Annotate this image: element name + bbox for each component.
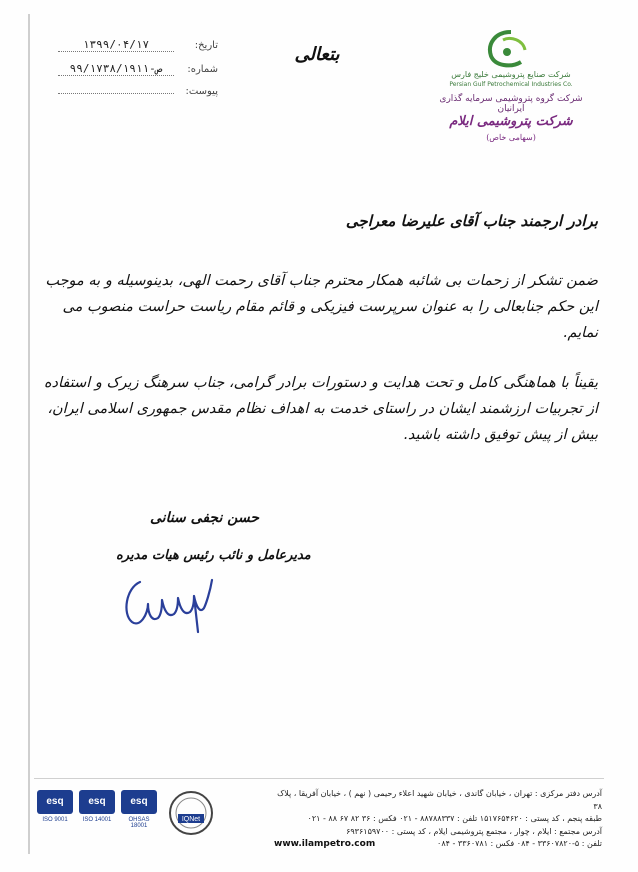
cert-ohsas18001 [120,790,158,829]
date-row [58,38,218,62]
address-line: طبقه پنجم ، کد پستی : ۱۵۱۷۶۵۴۶۲۰ تلفن : ۸۸۷۸۸۳۳۷ - ۰۲۱ فکس : ۳۶ ۸۲ ۶۷ ۸۸ - ۰۲۱ [307,814,602,823]
company-name [436,114,586,144]
number-row [58,62,218,86]
letter-meta [58,38,218,110]
page-edge-divider [28,14,30,854]
contact-row [272,838,602,851]
address-line: آدرس مجتمع : ایلام ، چوار ، مجتمع پتروشیمی ایلام ، کد پستی : ۶۹۳۶۱۵۹۷۰۰ [346,826,602,836]
date-label: تاریخ: [194,40,218,51]
paragraph: یقیناً با هماهنگی کامل و تحت هدایت و دستورات برادر گرامی، جناب سرهنگ زیرک و استفاده از تجربیات ارزشمند ایشان در راستای خدمت به اهداف نظام مقدس جمهوری اسلامی ایران، بیش از پیش توفیق داشته باشید. [43,375,598,443]
cert-iso14001 [78,790,116,823]
attachment-label: پیوست: [185,86,218,97]
paragraph: ضمن تشکر از زحمات بی شائبه همکار محترم جناب آقای رحمت الهی، بدینوسیله و به موجب این حکم جنابعالی را به عنوان سرپرست فیزیکی و قائم مقام ریاست حراست منصوب می نمایم. [45,273,598,341]
company-name-text: شرکت پتروشیمی ایلام [449,114,573,129]
cert-label: ISO 9001 [42,817,68,823]
cert-label: ISO 14001 [82,817,112,823]
company-logo-icon [481,28,541,70]
company-logo-block [436,28,586,144]
logo-line-fa: شرکت صنایع پتروشیمی خلیج فارس [451,70,571,79]
esq-badge-icon: esq [37,790,73,814]
cert-iso9001 [36,790,74,823]
signer-name: حسن نجفی سنانی [150,510,260,526]
cert-label: OHSAS 18001 [128,817,150,829]
attachment-value [58,93,174,94]
basmala-heading: بتعالی [294,44,340,65]
date-value: ۱۳۹۹/۰۴/۱۷ [58,38,174,52]
website-link[interactable]: www.ilampetro.com [274,839,376,849]
group-line: شرکت گروه پتروشیمی سرمایه گذاری ایرانیان [439,94,583,114]
handwritten-signature-icon [118,570,218,634]
esq-badge-icon: esq [121,790,157,814]
letter-body [38,212,598,472]
number-label: شماره: [187,64,218,75]
footer-divider [34,778,604,779]
iqnet-label: IQNet [181,816,201,823]
letter-paragraphs [38,268,598,448]
logo-line-en: Persian Gulf Petrochemical Industries Co. [449,81,573,88]
iqnet-seal-icon [168,790,214,836]
signer-title: مدیرعامل و نائب رئیس هیات مدیره [116,548,311,563]
esq-badge-icon: esq [79,790,115,814]
company-name-suffix: (سهامی خاص) [486,133,536,142]
recipient-line: برادر ارجمند جناب آقای علیرضا معراجی [345,212,598,230]
attachment-row [58,86,218,110]
address-line: تلفن : ۵-۳۳۶۰۷۸۲۰ - ۰۸۴ فکس : ۳۳۶۰۷۸۱ - ۰۸۴ [437,839,602,848]
number-value: ۹۹/۱۷۳۸/ص-۱۹۱۱ [58,62,174,76]
certification-badges [36,790,214,836]
address-line: آدرس دفتر مرکزی : تهران ، خیابان گاندی ، خیابان شهید اعلاء رحیمی ( نهم ) ، خیابان آفریقا ، پلاک ۳۸ [277,789,602,811]
company-address [272,788,602,851]
